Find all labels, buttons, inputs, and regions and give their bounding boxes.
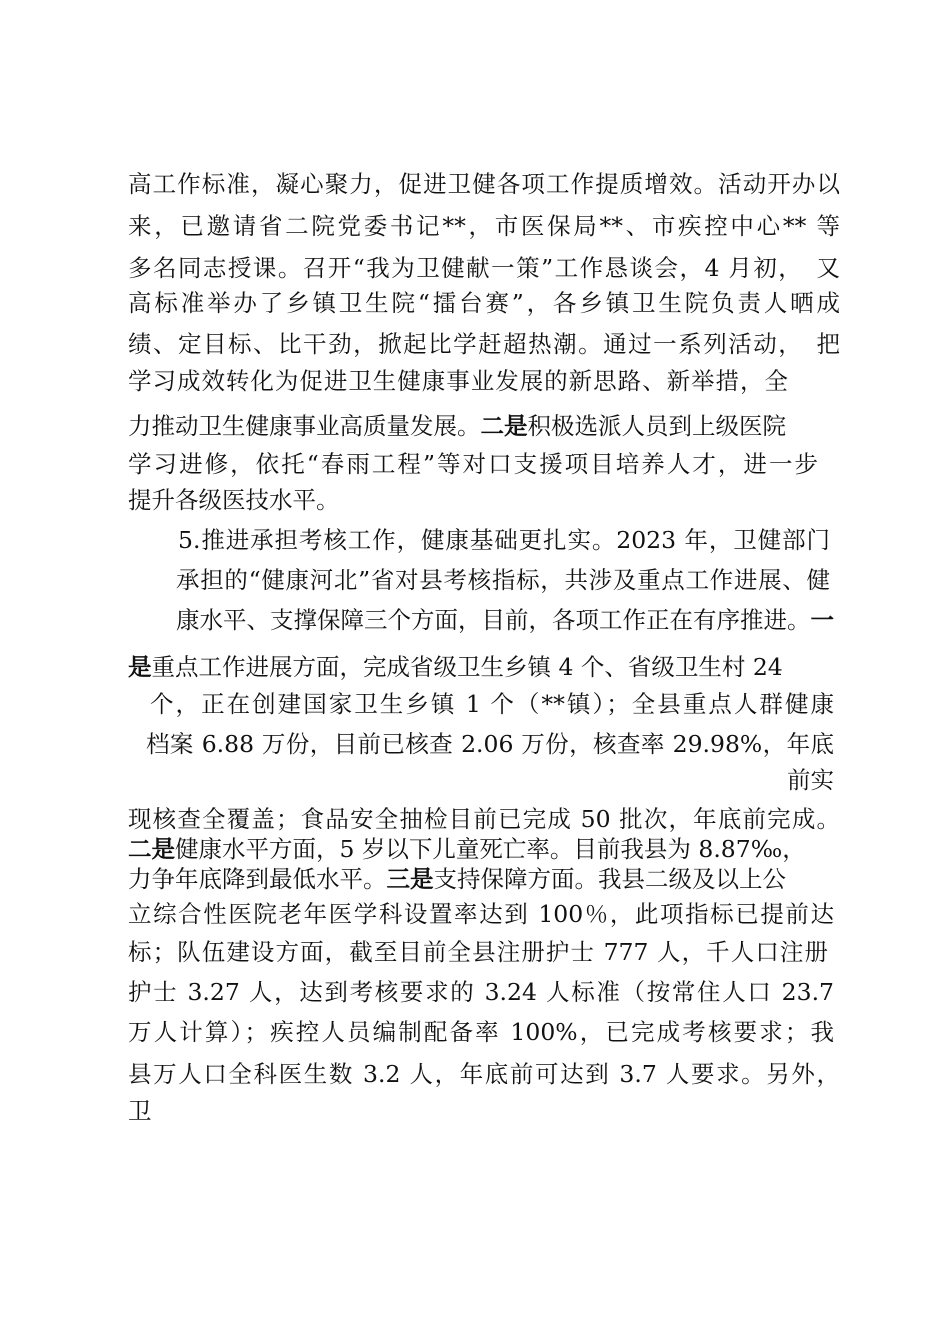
text-line: 标；队伍建设方面，截至目前全县注册护士 777 人，千人口注册 — [128, 938, 828, 966]
text-run: 重点工作进展方面，完成省级卫生乡镇 4 个、省级卫生村 24 — [151, 653, 783, 681]
ordinal-marker: 三是 — [386, 865, 434, 893]
text-run: 支持保障方面。我县二级及以上公 — [433, 865, 786, 893]
text-run: 积极选派人员到上级医院 — [527, 412, 786, 440]
text-run: 力推动卫生健康事业高质量发展。 — [128, 412, 481, 440]
section-heading-line: 5.推进承担考核工作，健康基础更扎实。2023 年，卫健部门 — [178, 526, 830, 554]
text-line: 护士 3.27 人，达到考核要求的 3.24 人标准（按常住人口 23.7 — [128, 978, 834, 1006]
text-line: 高工作标准，凝心聚力，促进卫健各项工作提质增效。活动开办以 — [128, 170, 840, 198]
ordinal-marker: 一 — [810, 606, 834, 634]
text-line: 学习成效转化为促进卫生健康事业发展的新思路、新举措，全 — [128, 367, 788, 395]
text-line — [128, 651, 834, 683]
text-line: 万人计算）；疾控人员编制配备率 100%，已完成考核要求；我 — [128, 1018, 834, 1046]
ordinal-marker: 是 — [128, 653, 152, 681]
text-line — [128, 410, 798, 442]
ordinal-marker: 二是 — [480, 412, 528, 440]
text-line: 高标准举办了乡镇卫生院“擂台赛”，各乡镇卫生院负责人晒成 — [128, 289, 840, 317]
ordinal-marker: 二是 — [128, 835, 175, 863]
text-line — [128, 863, 834, 895]
text-line: 档案 6.88 万份，目前已核查 2.06 万份，核查率 29.98%，年底 — [146, 730, 834, 758]
text-line: 学习进修，依托“春雨工程”等对口支援项目培养人才，进一步 — [128, 450, 818, 478]
text-line: 县万人口全科医生数 3.2 人，年底前可达到 3.7 人要求。另外， — [128, 1060, 840, 1088]
text-line: 个，正在创建国家卫生乡镇 1 个（**镇）；全县重点人群健康 — [150, 690, 834, 718]
text-line — [128, 833, 834, 865]
text-line: 来，已邀请省二院党委书记**，市医保局**、市疾控中心** 等 — [128, 212, 840, 240]
text-line: 提升各级医技水平。 — [128, 486, 340, 514]
text-run: 健康水平方面，5 岁以下儿童死亡率。目前我县为 8.87‰， — [175, 835, 806, 863]
text-line: 承担的“健康河北”省对县考核指标，共涉及重点工作进展、健 — [176, 566, 830, 594]
text-line — [176, 604, 838, 636]
text-run: 力争年底降到最低水平。 — [128, 865, 387, 893]
text-run: 康水平、支撑保障三个方面，目前，各项工作正在有序推进。 — [176, 606, 811, 634]
text-line: 前实 — [787, 766, 834, 794]
text-line: 卫 — [128, 1097, 152, 1125]
text-line: 绩、定目标、比干劲，掀起比学赶超热潮。通过一系列活动， 把 — [128, 330, 840, 358]
text-line: 立综合性医院老年医学科设置率达到 100％，此项指标已提前达 — [128, 900, 834, 928]
text-line: 多名同志授课。召开“我为卫健献一策”工作恳谈会，4 月初， 又 — [128, 254, 840, 282]
text-line: 现核查全覆盖；食品安全抽检目前已完成 50 批次，年底前完成。 — [128, 805, 840, 833]
